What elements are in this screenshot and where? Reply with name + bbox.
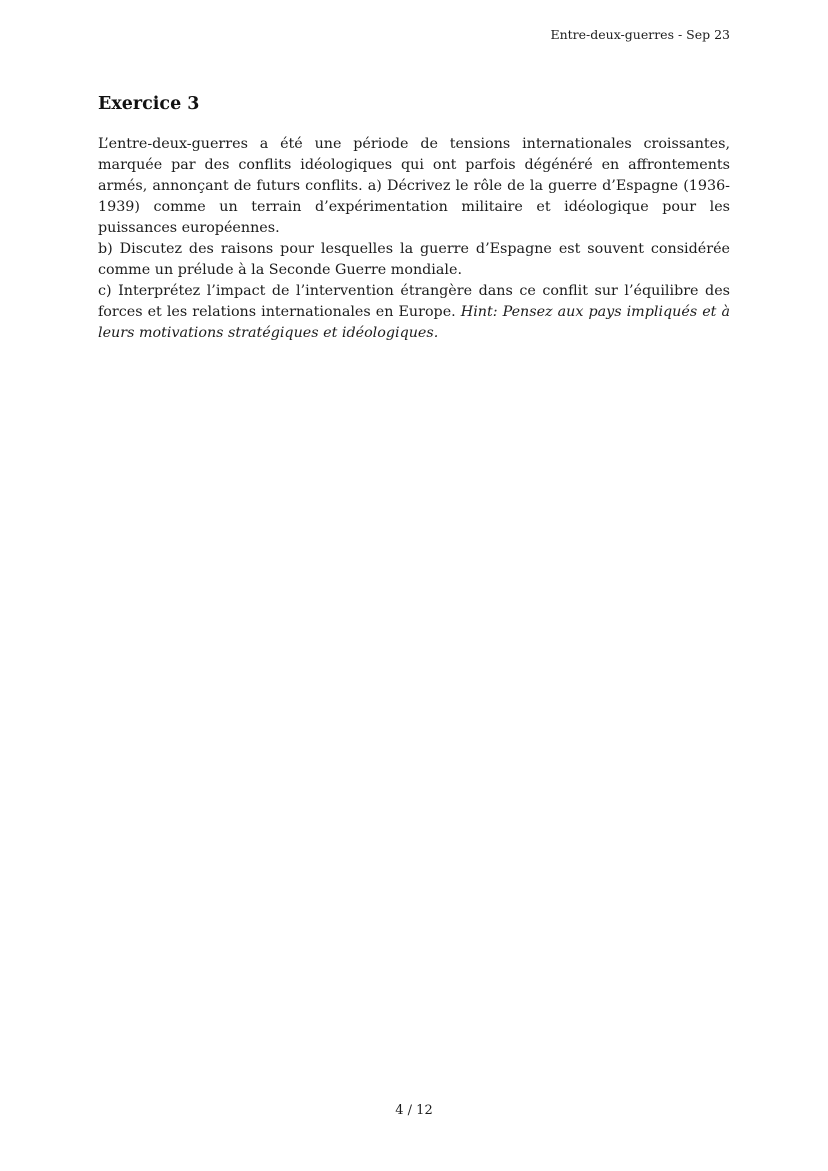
paragraph-question-c (98, 281, 730, 344)
question-c-text: c) Interprétez l’impact de l’intervention étrangère dans ce conflit sur l’équilibre des forces et les relations internationales en Europe. (98, 283, 730, 320)
exercise-body (98, 134, 730, 344)
question-c-hint: Hint: Pensez aux pays impliqués et à leurs motivations stratégiques et idéologiques. (98, 304, 730, 341)
page-header: Entre-deux-guerres - Sep 23 (550, 27, 730, 42)
paragraph-intro-and-question-a: L’entre-deux-guerres a été une période de tensions internationales croissantes, marquée par des conflits idéologiques qui ont parfois dégénéré en affrontements armés, annonçant de futurs conflits. a) Décrivez le rôle de la guerre d’Espagne (1936-1939) comme un terrain d’expérimentation militaire et idéologique pour les puissances européennes. (98, 136, 730, 236)
exercise-title: Exercice 3 (98, 94, 200, 114)
paragraph-question-b: b) Discutez des raisons pour lesquelles la guerre d’Espagne est souvent considérée comme un prélude à la Seconde Guerre mondiale. (98, 241, 730, 278)
exercise-content (98, 93, 730, 344)
page-number: 4 / 12 (395, 1103, 433, 1118)
